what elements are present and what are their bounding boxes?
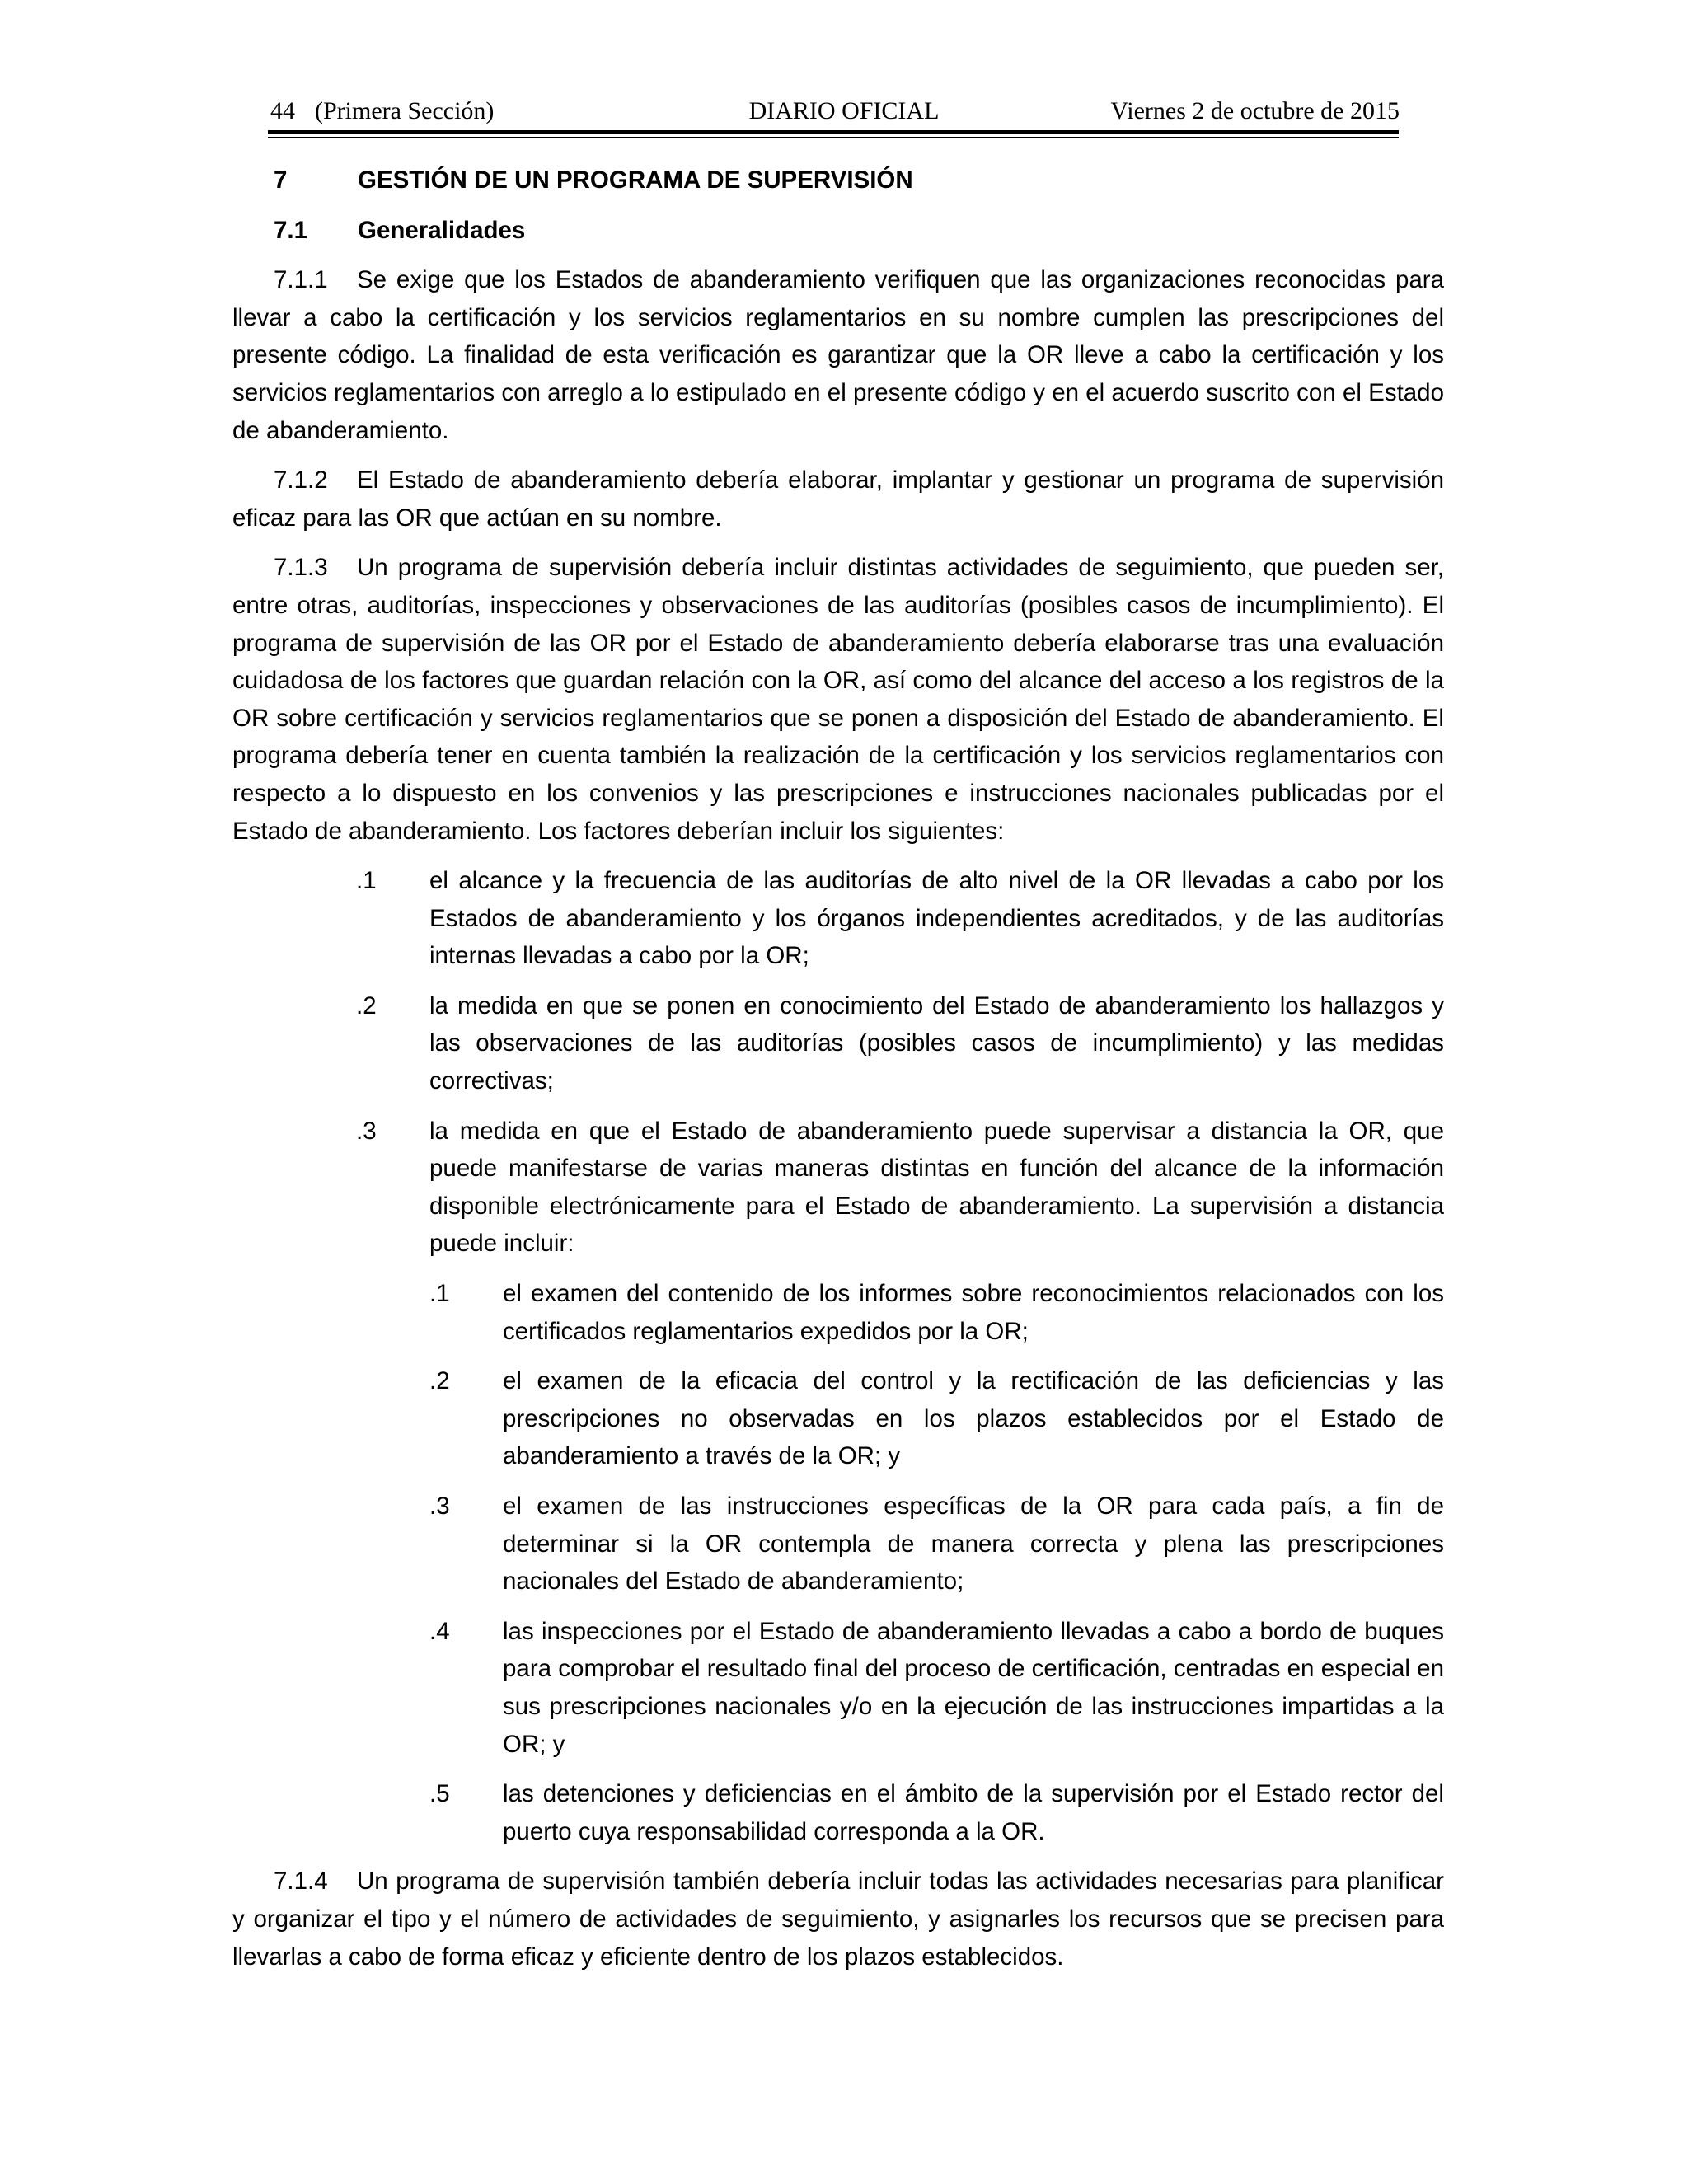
factor-number: .1 — [356, 867, 377, 895]
factor-number: .3 — [356, 1117, 377, 1145]
paragraph-number: 7.1.4 — [274, 1868, 328, 1896]
page-number: 44 — [270, 97, 295, 124]
section-title: GESTIÓN DE UN PROGRAMA DE SUPERVISIÓN — [358, 166, 913, 194]
section-label: (Primera Sección) — [315, 97, 495, 124]
remote-supervision-number: .5 — [429, 1780, 450, 1808]
paragraph-number: 7.1.2 — [274, 466, 328, 494]
remote-supervision-item — [232, 1275, 1444, 1350]
header-rule-thin — [268, 137, 1399, 138]
factor-number: .2 — [356, 991, 377, 1019]
paragraph-number: 7.1.3 — [274, 554, 328, 582]
paragraph-7-1-1 — [232, 261, 1444, 449]
subsection-title: Generalidades — [358, 216, 526, 244]
remote-supervision-item — [232, 1362, 1444, 1475]
paragraph-7-1-4 — [232, 1863, 1444, 1975]
section-heading — [232, 162, 1444, 199]
paragraph-number: 7.1.1 — [274, 266, 328, 294]
remote-supervision-number: .1 — [429, 1280, 450, 1308]
header-rule-thick — [268, 130, 1399, 134]
remote-supervision-number: .4 — [429, 1617, 450, 1645]
factor-item — [232, 987, 1444, 1100]
paragraph-7-1-2 — [232, 462, 1444, 537]
remote-supervision-text: el examen de las instrucciones específicas de la OR para cada país, a fin de determinar si la OR contempla de manera correcta y plena las prescripciones nacionales del Estado de abanderamiento; — [503, 1493, 1444, 1596]
remote-supervision-text: las detenciones y deficiencias en el ámbito de la supervisión por el Estado rector del puerto cuya responsabilidad corresponda a la OR. — [503, 1780, 1444, 1845]
factor-text: el alcance y la frecuencia de las auditorías de alto nivel de la OR llevadas a cabo por los Estados de abanderamiento y los órganos independientes acreditados, y de las auditorías internas llevadas a cabo por la OR; — [429, 867, 1444, 970]
paragraph-text: Un programa de supervisión también debería incluir todas las actividades necesarias para planificar y organizar el tipo y el número de actividades de seguimiento, y asignarles los recursos que se precisen para llevarlas a cabo de forma eficaz y eficiente dentro de los plazos establecidos. — [232, 1868, 1444, 1971]
document-body — [232, 162, 1444, 1988]
paragraph-text: El Estado de abanderamiento debería elaborar, implantar y gestionar un programa de supervisión eficaz para las OR que actúan en su nombre. — [232, 466, 1444, 532]
subsection-number: 7.1 — [274, 216, 308, 244]
remote-supervision-number: .3 — [429, 1493, 450, 1520]
remote-supervision-text: el examen del contenido de los informes sobre reconocimientos relacionados con los certificados reglamentarios expedidos por la OR; — [503, 1280, 1444, 1345]
remote-supervision-text: el examen de la eficacia del control y la rectificación de las deficiencias y las prescripciones no observadas en los plazos establecidos por el Estado de abanderamiento a través de la OR; y — [503, 1367, 1444, 1470]
remote-supervision-number: .2 — [429, 1367, 450, 1395]
remote-supervision-item — [232, 1613, 1444, 1763]
publication-title: DIARIO OFICIAL — [748, 97, 940, 124]
remote-supervision-item — [232, 1488, 1444, 1601]
factor-text: la medida en que el Estado de abanderamiento puede supervisar a distancia la OR, que puede manifestarse de varias maneras distintas en función del alcance de la información disponible electrónicamente para el Estado de abanderamiento. La supervisión a distancia puede incluir: — [429, 1117, 1444, 1258]
subsection-heading — [232, 212, 1444, 250]
factor-text: la medida en que se ponen en conocimiento del Estado de abanderamiento los hallazgos y las observaciones de las auditorías (posibles casos de incumplimiento) y las medidas correctivas; — [429, 991, 1444, 1095]
section-number: 7 — [274, 166, 288, 194]
paragraph-text: Un programa de supervisión debería incluir distintas actividades de seguimiento, que pueden ser, entre otras, auditorías, inspecciones y observaciones de las auditorías (posibles casos de incumplimiento). El programa de supervisión de las OR por el Estado de abanderamiento debería elaborarse tras una evaluación cuidadosa de los factores que guardan relación con la OR, así como del alcance del acceso a los registros de la OR sobre certificación y servicios reglamentarios que se ponen a disposición del Estado de abanderamiento. El programa debería tener en cuenta también la realización de la certificación y los servicios reglamentarios con respecto a lo dispuesto en los convenios y las prescripciones e instrucciones nacionales publicadas por el Estado de abanderamiento. Los factores deberían incluir los siguientes: — [232, 554, 1444, 845]
factor-item — [232, 1113, 1444, 1263]
paragraph-text: Se exige que los Estados de abanderamiento verifiquen que las organizaciones reconocidas para llevar a cabo la certificación y los servicios reglamentarios en su nombre cumplen las prescripciones del presente código. La finalidad de esta verificación es garantizar que la OR lleve a cabo la certificación y los servicios reglamentarios con arreglo a lo estipulado en el presente código y en el acuerdo suscrito con el Estado de abanderamiento. — [232, 266, 1444, 444]
remote-supervision-text: las inspecciones por el Estado de abanderamiento llevadas a cabo a bordo de buques para comprobar el resultado final del proceso de certificación, centradas en especial en sus prescripciones nacionales y/o en la ejecución de las instrucciones impartidas a la OR; y — [503, 1617, 1444, 1758]
factor-item — [232, 862, 1444, 975]
paragraph-7-1-3 — [232, 549, 1444, 850]
publication-date: Viernes 2 de octubre de 2015 — [1110, 97, 1400, 124]
remote-supervision-item — [232, 1775, 1444, 1850]
